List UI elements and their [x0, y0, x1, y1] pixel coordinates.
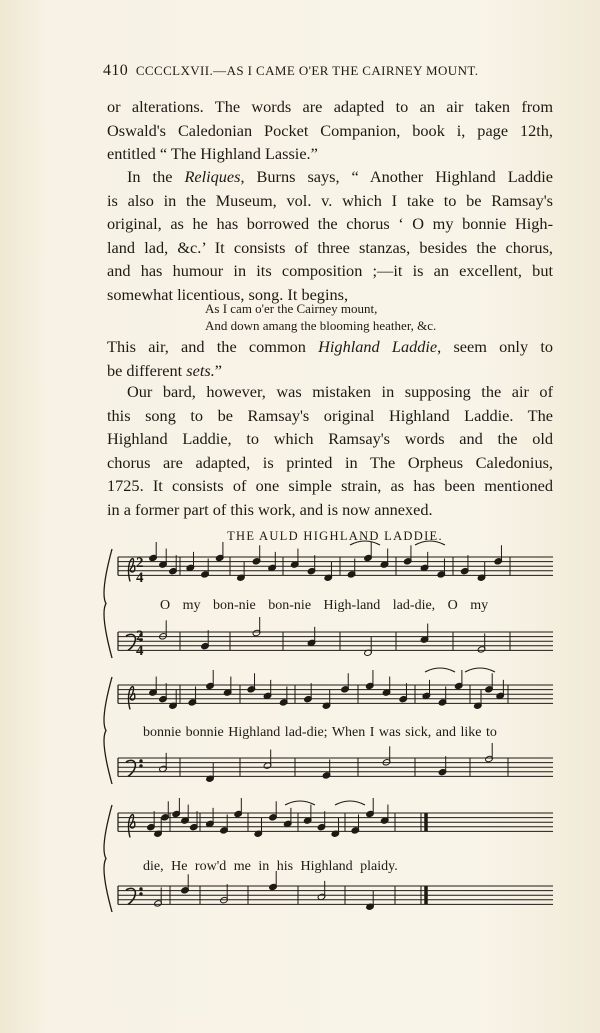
lyrics-line-3: die, He row'd me in his Highland plaidy.	[143, 859, 398, 874]
verse-line: And down amang the blooming heather, &c.	[205, 318, 437, 333]
bass-clef-dot	[140, 765, 142, 767]
song-number: CCCCLXVII.	[135, 63, 214, 78]
verse-line: As I cam o'er the Cairney mount,	[205, 301, 378, 316]
page-number: 410	[103, 62, 129, 79]
lyrics-line-2: bonnie bonnie Highland lad-die; When I was sick, and like to	[143, 725, 497, 740]
bass-clef-dot	[140, 893, 142, 895]
slur	[465, 668, 495, 672]
text-line: this song to be Ramsay's original Highland Laddie. The	[107, 405, 553, 425]
lyrics-line-1: O my bon-nie bon-nie High-land lad-die, O my	[160, 598, 489, 613]
text-line: is also in the Museum, vol. v. which I take to be Ramsay's	[107, 190, 553, 210]
system-brace	[104, 677, 112, 784]
text-line: or alterations. The words are adapted to an air taken from	[107, 97, 553, 116]
time-signature-top-bass: 2	[136, 628, 144, 644]
slur	[350, 541, 380, 545]
text-line: and has humour in its composition ;—it is an excellent, but	[107, 261, 553, 281]
text-line: Our bard, however, was mistaken in supposing the air of	[127, 382, 553, 401]
slur	[285, 801, 315, 805]
time-signature-top: 2	[136, 555, 144, 571]
system-brace	[104, 549, 112, 658]
text-line: Highland Laddie, to which Ramsay's words and the old	[107, 429, 553, 449]
text-line: In the Reliques, Burns says, “ Another Highland Laddie	[127, 167, 553, 186]
time-signature-bottom: 4	[136, 570, 144, 586]
text-line: 1725. It consists of one simple strain, as has been mentioned	[107, 476, 553, 496]
bass-clef-dot	[140, 888, 142, 890]
text-line: be different sets.”	[107, 360, 222, 380]
bass-clef-dot	[140, 760, 142, 762]
text-line: in a former part of this work, and is now annexed.	[107, 499, 433, 519]
running-title: —AS I CAME O'ER THE CAIRNEY MOUNT.	[213, 63, 479, 78]
text-line: land lad, &c.’ It consists of three stanzas, besides the chorus,	[107, 237, 553, 257]
music-title: THE AULD HIGHLAND LADDIE.	[227, 529, 443, 543]
text-line: entitled “ The Highland Lassie.”	[107, 144, 318, 164]
slur	[415, 541, 445, 545]
slur	[335, 801, 365, 805]
text-line: chorus are adapted, is printed in The Orpheus Caledonius,	[107, 452, 553, 472]
slur	[425, 668, 455, 672]
text-line: somewhat licentious, song. It begins,	[107, 284, 349, 304]
time-signature-bottom-bass: 4	[136, 643, 144, 659]
text-line: original, as he has borrowed the chorus ‘ O my bonnie High-	[107, 214, 553, 234]
text-line: Oswald's Caledonian Pocket Companion, book i, page 12th,	[107, 120, 553, 140]
text-line: This air, and the common Highland Laddie, seem only to	[107, 337, 553, 356]
system-brace	[104, 805, 112, 912]
